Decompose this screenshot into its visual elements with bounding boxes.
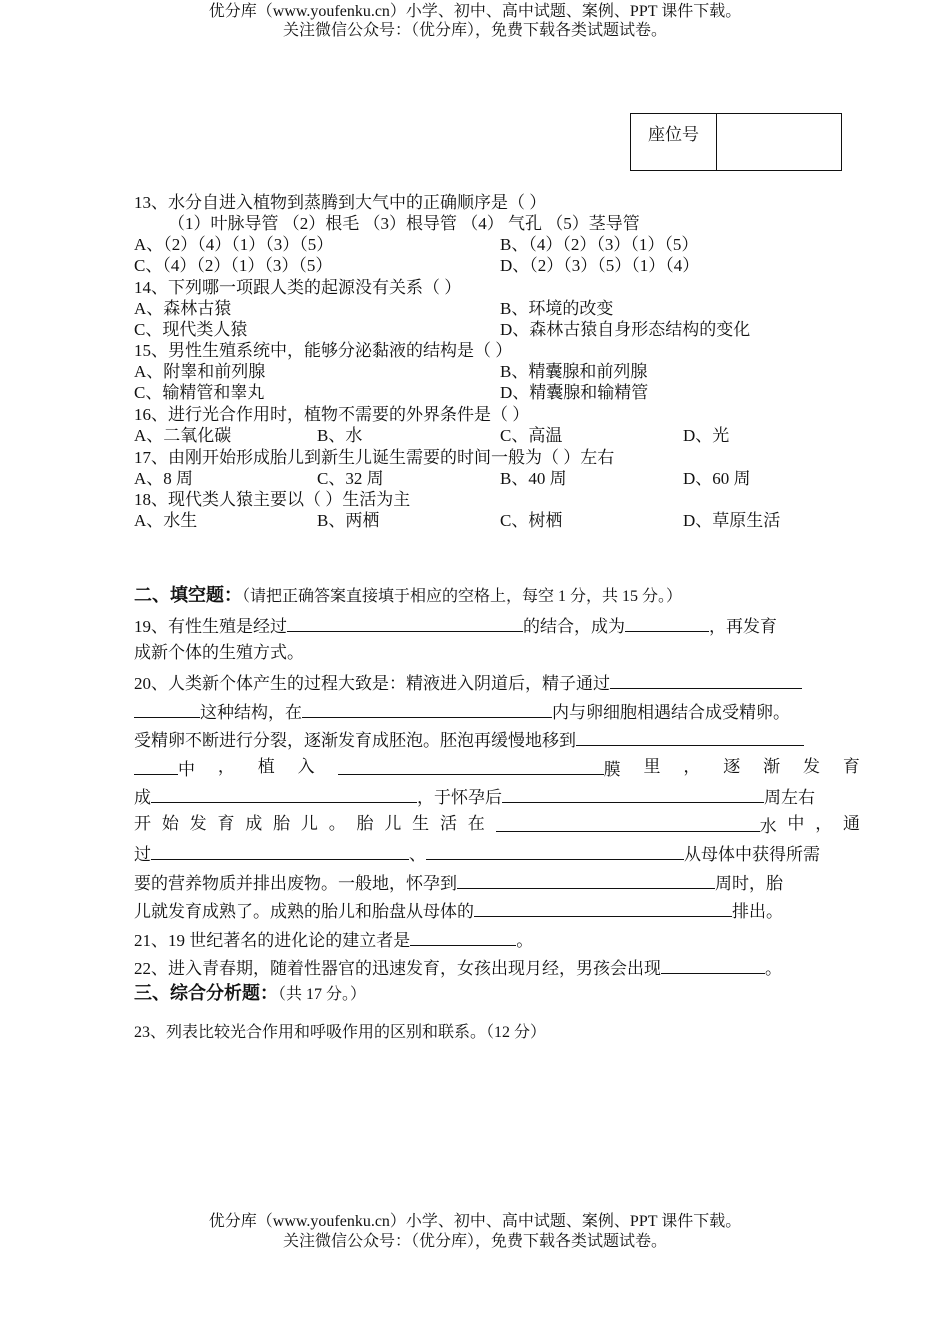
footer-line-1: 优分库（www.youfenku.cn）小学、初中、高中试题、案例、PPT 课件下载。 (208, 1213, 742, 1230)
q20-blank-11[interactable] (474, 898, 732, 917)
q17-option-d: D、60 周 (683, 469, 751, 488)
q16-stem: 16、进行光合作用时，植物不需要的外界条件是（ ） (134, 405, 530, 424)
q20-char: 。 (328, 814, 346, 833)
section-2-heading (134, 585, 682, 607)
section-3-heading (134, 983, 366, 1005)
q18-option-b: B、两栖 (317, 511, 380, 530)
q17-option-3: B、40 周 (500, 469, 567, 488)
q20-text-2: 这种结构，在 (200, 703, 302, 722)
q20-char: 中 (787, 814, 805, 833)
q13-options-row-2 (134, 255, 860, 276)
q13-items: （1）叶脉导管 （2）根毛 （3）根导管 （4） 气孔 （5）茎导管 (168, 214, 640, 233)
q16-option-a: A、二氧化碳 (134, 426, 232, 445)
q20-blank-7[interactable] (496, 813, 760, 832)
q17-options (134, 468, 860, 489)
q20-word: 逐 (723, 757, 741, 776)
q20-word: 里 (643, 757, 661, 776)
q22-text-1: 22、进入青春期，随着性器官的迅速发育，女孩出现月经，男孩会出现 (134, 959, 661, 978)
q18-stem: 18、现代类人猿主要以（ ）生活为主 (134, 490, 411, 509)
q13-stem: 13、水分自进入植物到蒸腾到大气中的正确顺序是（ ） (134, 193, 547, 212)
q18-option-a: A、水生 (134, 511, 198, 530)
q20-line-1 (134, 670, 860, 695)
q20-char: 活 (439, 814, 457, 833)
q17-stem: 17、由刚开始形成胎儿到新生儿诞生需要的时间一般为（ ）左右 (134, 448, 615, 467)
q19-text-2: 的结合，成为 (523, 617, 625, 636)
q17-option-2: C、32 周 (317, 469, 384, 488)
q15-options-row-2 (134, 382, 860, 403)
section-3-title: 三、综合分析题： (134, 983, 278, 1003)
q20-line-2 (134, 699, 860, 724)
q14-option-d: D、森林古猿自身形态结构的变化 (500, 320, 751, 339)
q19-line-2: 成新个体的生殖方式。 (134, 643, 304, 662)
q20-word: 渐 (763, 757, 781, 776)
q22-text-2: 。 (765, 959, 782, 978)
q19-blank-1[interactable] (287, 613, 523, 632)
q21-text-2: 。 (516, 931, 534, 950)
q20-word: 中 (178, 760, 195, 779)
q20-word: 膜 (603, 760, 621, 779)
q20-text-11: 要的营养物质并排出废物。一般地，怀孕到 (134, 874, 457, 893)
section-3-note: （共 17 分。） (278, 986, 367, 1003)
q20-blank-4[interactable] (338, 756, 604, 775)
q13-options-row-1 (134, 234, 860, 255)
q18-option-c: C、树栖 (500, 511, 563, 530)
q20-blank-6[interactable] (502, 784, 764, 803)
q13-option-b: B、（4）（2）（3）（1）（5） (500, 235, 699, 254)
q20-blank-5[interactable] (151, 784, 417, 803)
q20-char: 胎 (273, 814, 291, 833)
q20-text-8: 过 (134, 845, 151, 864)
q15-option-a: A、附睾和前列腺 (134, 362, 266, 381)
q20-char: ， (815, 814, 833, 833)
q20-text-3: 内与卵细胞相遇结合成受精卵。 (552, 703, 790, 722)
q19-text-1: 19、有性生殖是经过 (134, 617, 287, 636)
q20-line-4 (134, 756, 860, 781)
q20-blank-2[interactable] (302, 699, 552, 718)
q20-blank-3a[interactable] (576, 727, 804, 746)
q16-options (134, 425, 860, 446)
q17-option-a: A、8 周 (134, 469, 194, 488)
q20-line-7 (134, 841, 860, 866)
q20-char: 水 (759, 817, 777, 836)
q14-options-row-2 (134, 319, 860, 340)
q20-word: ， (217, 757, 235, 776)
q20-blank-9[interactable] (426, 841, 684, 860)
q14-option-c: C、现代类人猿 (134, 320, 248, 339)
q21-blank[interactable] (410, 927, 516, 946)
q15-options-row-1 (134, 361, 860, 382)
seat-number-field[interactable] (717, 114, 841, 170)
q20-line-6 (134, 813, 860, 838)
q13-option-a: A、（2）（4）（1）（3）（5） (134, 235, 334, 254)
q20-word: 发 (803, 757, 821, 776)
q19-blank-2[interactable] (625, 613, 709, 632)
q20-char: 生 (412, 814, 430, 833)
q20-line-3 (134, 727, 860, 752)
q15-option-b: B、精囊腺和前列腺 (500, 362, 648, 381)
q16-option-d: D、光 (683, 426, 730, 445)
q14-option-a: A、森林古猿 (134, 299, 232, 318)
q20-char: 儿 (384, 814, 402, 833)
q20-text-14: 排出。 (732, 902, 783, 921)
q20-char: 儿 (300, 814, 318, 833)
q20-char: 育 (217, 814, 235, 833)
q18-options (134, 510, 860, 531)
q13-option-c: C、（4）（2）（1）（3）（5） (134, 256, 333, 275)
q20-word: 植 (257, 757, 275, 776)
q19-text-3: ，再发育 (709, 617, 777, 636)
q20-line-8 (134, 870, 860, 895)
q16-option-b: B、水 (317, 426, 363, 445)
q20-char: 成 (245, 814, 263, 833)
q22-blank[interactable] (661, 955, 765, 974)
q14-options-row-1 (134, 298, 860, 319)
q20-text-9: 、 (409, 845, 426, 864)
q20-text-4: 受精卵不断进行分裂，逐渐发育成胚泡。胚泡再缓慢地移到 (134, 731, 576, 750)
q19-line-1 (134, 613, 860, 638)
q20-blank-1b[interactable] (134, 699, 200, 718)
seat-number-label: 座位号 (631, 114, 717, 170)
q20-blank-3b[interactable] (134, 756, 178, 775)
q20-blank-8[interactable] (151, 841, 409, 860)
q20-char: 胎 (356, 814, 374, 833)
q20-text-13: 儿就发育成熟了。成熟的胎儿和胎盘从母体的 (134, 902, 474, 921)
q20-char: 在 (467, 814, 485, 833)
q20-word: 入 (297, 757, 315, 776)
q20-line-5 (134, 784, 860, 809)
q21-text-1: 21、19 世纪著名的进化论的建立者是 (134, 931, 411, 950)
q20-text-10: 从母体中获得所需 (684, 845, 820, 864)
header-line-1: 优分库（www.youfenku.cn）小学、初中、高中试题、案例、PPT 课件下载。 (208, 3, 742, 20)
q20-blank-1a[interactable] (610, 670, 802, 689)
q15-stem: 15、男性生殖系统中，能够分泌黏液的结构是（ ） (134, 341, 513, 360)
q22-line (134, 955, 860, 980)
q20-text-12: 周时，胎 (715, 874, 783, 893)
q20-char: 发 (189, 814, 207, 833)
q14-option-b: B、环境的改变 (500, 299, 614, 318)
section-2-title: 二、填空题： (134, 585, 242, 605)
section-2-note: （请把正确答案直接填于相应的空格上，每空 1 分，共 15 分。） (242, 588, 683, 605)
q20-blank-10[interactable] (457, 870, 715, 889)
q15-option-c: C、输精管和睾丸 (134, 383, 265, 402)
q20-char: 开 (134, 814, 151, 833)
q13-option-d: D、（2）（3）（5）（1）（4） (500, 256, 700, 275)
q20-char: 始 (161, 814, 179, 833)
q20-word: ， (683, 757, 701, 776)
seat-number-box (630, 113, 842, 171)
q14-stem: 14、下列哪一项跟人类的起源没有关系（ ） (134, 278, 462, 297)
q20-word: 育 (842, 757, 860, 776)
header-line-2: 关注微信公众号：（优分库），免费下载各类试题试卷。 (282, 22, 667, 39)
q21-line (134, 927, 860, 952)
q15-option-d: D、精囊腺和输精管 (500, 383, 649, 402)
q20-line-9 (134, 898, 860, 923)
footer-line-2: 关注微信公众号：（优分库），免费下载各类试题试卷。 (282, 1233, 667, 1250)
q23-stem: 23、列表比较光合作用和呼吸作用的区别和联系。（12 分） (134, 1024, 547, 1041)
q18-option-d: D、草原生活 (683, 511, 781, 530)
q20-text-5: 成 (134, 788, 151, 807)
q16-option-c: C、高温 (500, 426, 563, 445)
q20-text-7: 周左右 (764, 788, 815, 807)
q20-text-1: 20、人类新个体产生的过程大致是：精液进入阴道后，精子通过 (134, 674, 610, 693)
q20-char: 通 (843, 814, 860, 833)
q20-text-6: ，于怀孕后 (417, 788, 502, 807)
